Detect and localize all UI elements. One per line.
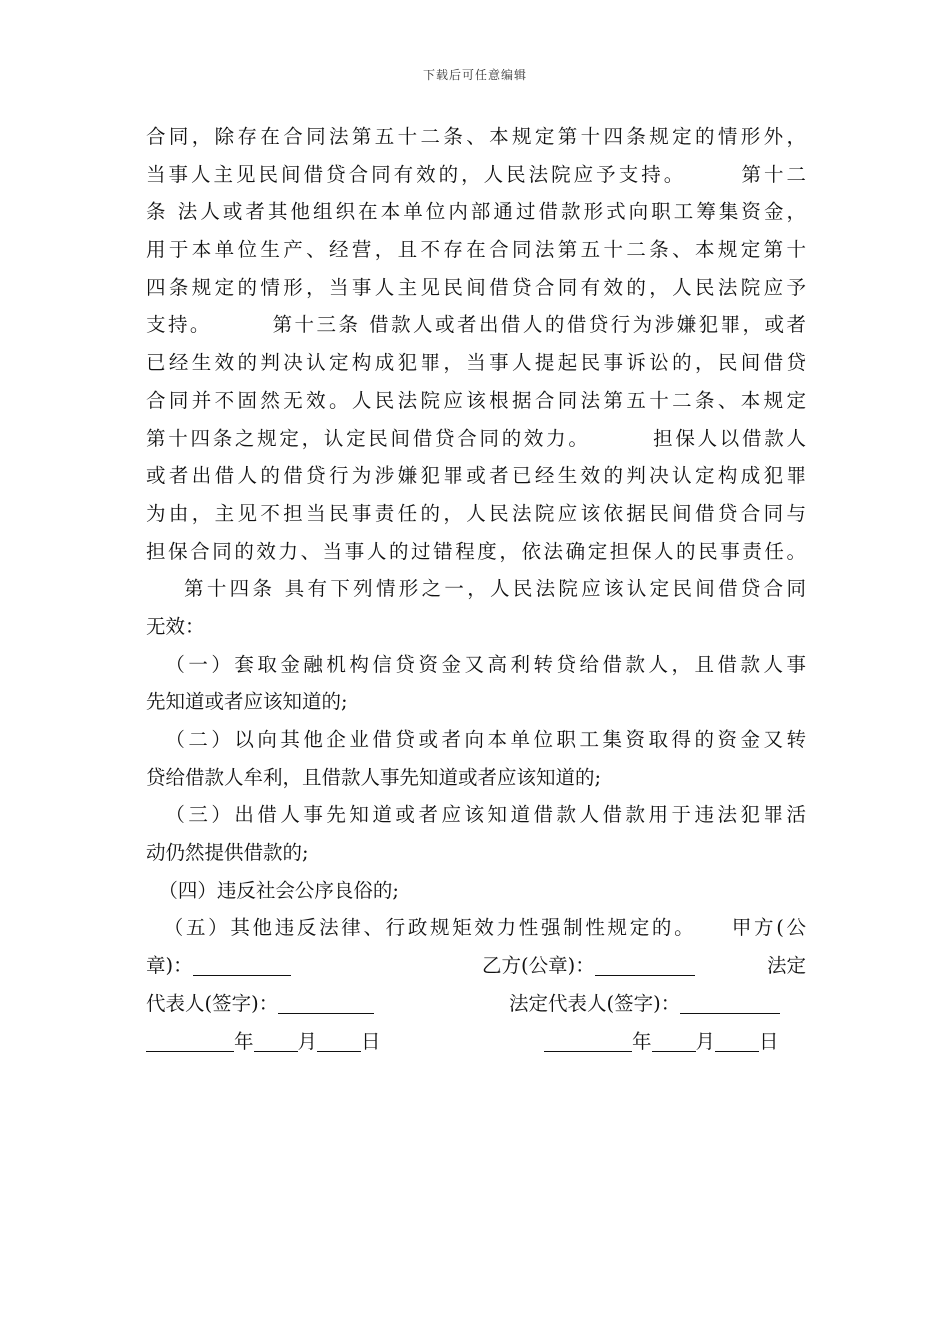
paragraph-lines: [146, 118, 806, 947]
text-line: 动仍然提供借款的;: [146, 841, 309, 865]
day-blank-a: [317, 1029, 361, 1052]
legal-label-head: 法定: [766, 954, 806, 978]
party-a-representative: [146, 985, 482, 1023]
page-header: 下载后可任意编辑: [422, 68, 527, 82]
text-line: 条 法人或者其他组织在本单位内部通过借款形式向职工筹集资金，: [146, 200, 806, 224]
party-b-representative: [482, 985, 806, 1023]
text-line: 为由，主见不担当民事责任的，人民法院应该依据民间借贷合同与: [146, 501, 806, 525]
text-line: （五）其他违反法律、行政规矩效力性强制性规定的。 甲方(公: [146, 916, 806, 940]
day-label-b: 日: [759, 1029, 779, 1053]
party-a-seal-blank: [193, 953, 291, 976]
month-label-b: 月: [695, 1029, 716, 1053]
party-b-seal: [482, 947, 806, 985]
year-blank-b: [544, 1029, 632, 1052]
text-line: 当事人主见民间借贷合同有效的，人民法院应予支持。 第十二: [146, 162, 806, 186]
text-line: 贷给借款人牟利，且借款人事先知道或者应该知道的;: [146, 765, 602, 789]
document-body: [146, 118, 806, 1060]
text-line: 第十四条 具有下列情形之一，人民法院应该认定民间借贷合同: [146, 577, 806, 601]
day-label-a: 日: [361, 1029, 381, 1053]
month-label-a: 月: [297, 1029, 318, 1053]
representative-row: [146, 985, 806, 1023]
rep-b-blank: [680, 991, 780, 1014]
text-line: 先知道或者应该知道的;: [146, 690, 348, 714]
party-b-date: [482, 1023, 806, 1061]
party-a-seal-label: 章)：: [146, 954, 193, 978]
text-line: 无效：: [146, 614, 205, 638]
month-blank-b: [652, 1029, 696, 1052]
text-line: 用于本单位生产、经营，且不存在合同法第五十二条、本规定第十: [146, 238, 806, 262]
text-line: 已经生效的判决认定构成犯罪，当事人提起民事诉讼的，民间借贷: [146, 351, 806, 375]
text-line: 四条规定的情形，当事人主见民间借贷合同有效的，人民法院应予: [146, 275, 806, 299]
date-row: [146, 1023, 806, 1061]
month-blank-a: [254, 1029, 298, 1052]
party-a-date: [146, 1023, 482, 1061]
year-label-b: 年: [632, 1029, 652, 1053]
rep-a-label: 代表人(签字)：: [146, 991, 279, 1015]
text-line: 合同并不固然无效。人民法院应该根据合同法第五十二条、本规定: [146, 388, 806, 412]
party-b-seal-label: 乙方(公章)：: [482, 954, 595, 978]
text-line: 担保合同的效力、当事人的过错程度，依法确定担保人的民事责任。: [146, 539, 806, 563]
year-label-a: 年: [234, 1029, 254, 1053]
text-line: （二）以向其他企业借贷或者向本单位职工集资取得的资金又转: [146, 728, 806, 751]
text-line: （四）违反社会公序良俗的;: [146, 878, 399, 902]
party-b-seal-blank: [595, 953, 695, 976]
year-blank-a: [146, 1029, 234, 1052]
day-blank-b: [715, 1029, 759, 1052]
text-line: 第十四条之规定，认定民间借贷合同的效力。 担保人以借款人: [146, 426, 806, 450]
text-line: （一）套取金融机构信贷资金又高利转贷给借款人，且借款人事: [146, 652, 806, 676]
text-line: 或者出借人的借贷行为涉嫌犯罪或者已经生效的判决认定构成犯罪: [146, 464, 806, 488]
party-a-seal: [146, 947, 482, 985]
text-line: （三）出借人事先知道或者应该知道借款人借款用于违法犯罪活: [146, 803, 806, 827]
seal-row: [146, 947, 806, 985]
rep-a-blank: [278, 991, 374, 1014]
rep-b-label: 法定代表人(签字)：: [509, 991, 681, 1015]
text-line: 合同，除存在合同法第五十二条、本规定第十四条规定的情形外，: [146, 125, 806, 148]
text-line: 支持。 第十三条 借款人或者出借人的借贷行为涉嫌犯罪，或者: [146, 313, 806, 337]
